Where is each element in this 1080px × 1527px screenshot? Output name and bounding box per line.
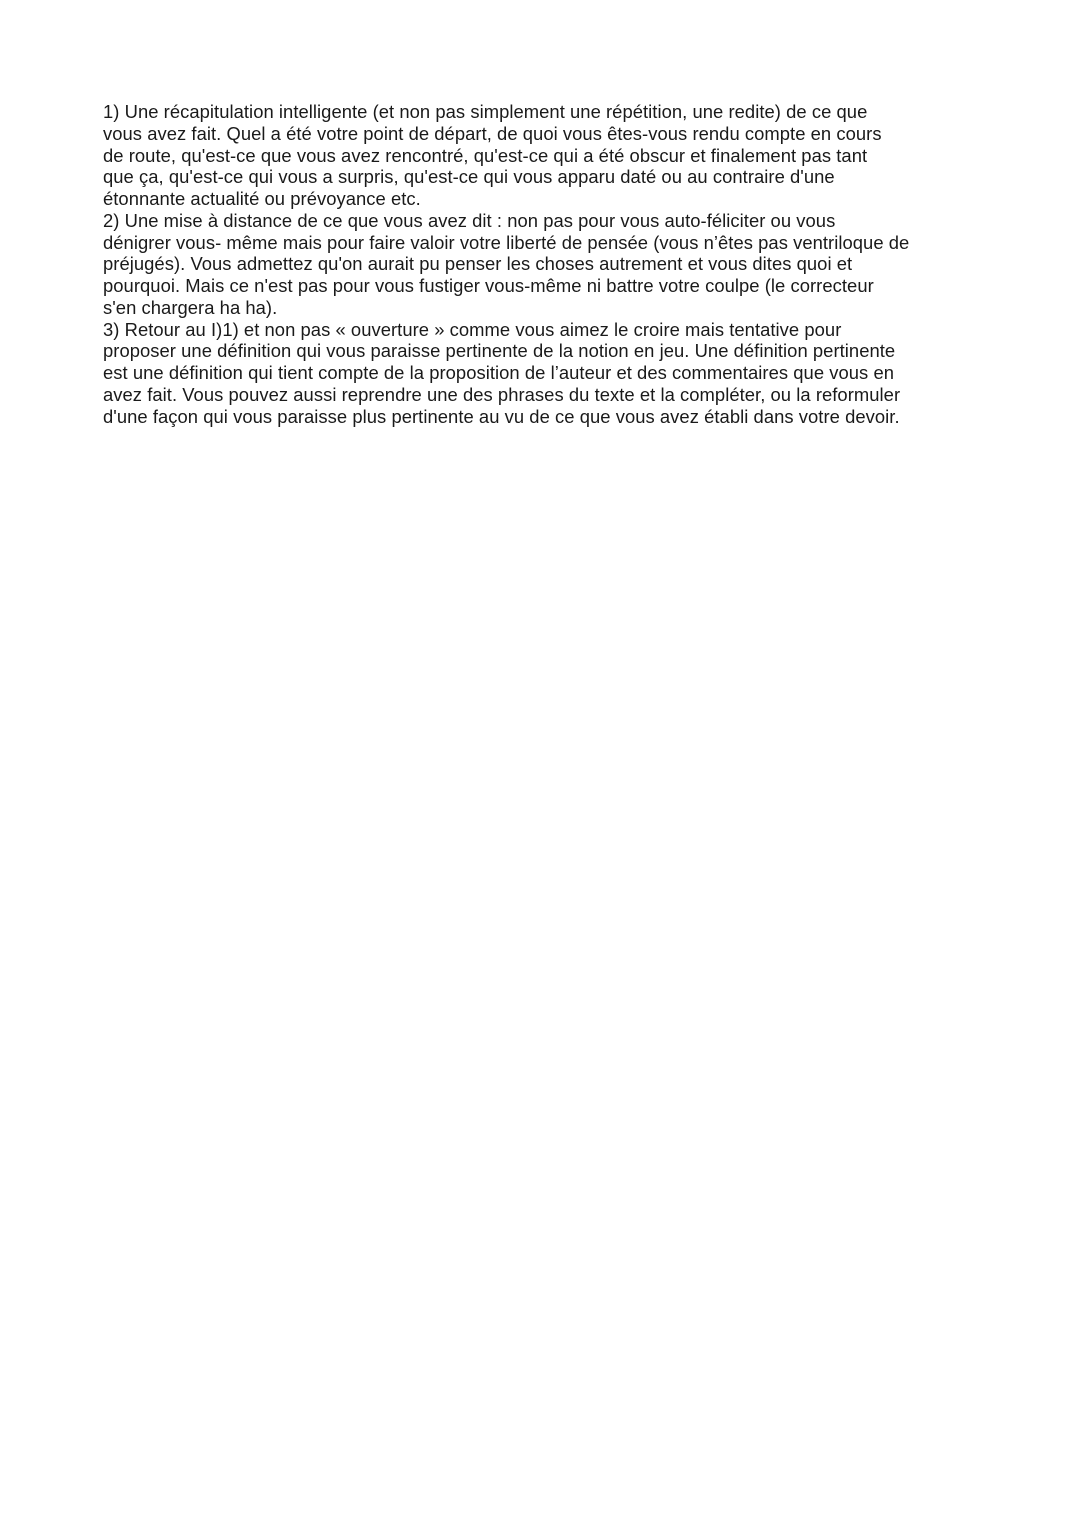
text-line: est une définition qui tient compte de la proposition de l’auteur et des commentaires que vous en [103,362,895,383]
text-line: dénigrer vous- même mais pour faire valoir votre liberté de pensée (vous n’êtes pas ventriloque de [103,231,910,253]
text-line: pourquoi. Mais ce n'est pas pour vous fustiger vous-même ni battre votre coulpe (le correcteur [103,275,874,296]
text-line: vous avez fait. Quel a été votre point de départ, de quoi vous êtes-vous rendu compte en cours [103,122,882,144]
paragraph-2 [103,210,1003,319]
text-line: 3) Retour au I)1) et non pas « ouverture » comme vous aimez le croire mais tentative pour [103,318,842,340]
text-line: de route, qu'est-ce que vous avez rencontré, qu'est-ce qui a été obscur et finalement pas tant [103,144,868,166]
text-line: s'en chargera ha ha). [103,296,278,318]
paragraph-3 [103,319,1003,428]
text-line: avez fait. Vous pouvez aussi reprendre une des phrases du texte et la compléter, ou la reformuler [103,383,901,405]
text-line: que ça, qu'est-ce qui vous a surpris, qu'est-ce qui vous apparu daté ou au contraire d'une [103,166,835,188]
text-line: préjugés). Vous admettez qu'on aurait pu penser les choses autrement et vous dites quoi et [103,253,853,275]
text-line: d'une façon qui vous paraisse plus pertinente au vu de ce que vous avez établi dans votre devoir. [103,405,900,427]
text-line: étonnante actualité ou prévoyance etc. [103,188,421,209]
paragraph-1 [103,101,1003,210]
text-line: 2) Une mise à distance de ce que vous avez dit : non pas pour vous auto-féliciter ou vous [103,209,836,231]
document-text-block [103,101,1003,427]
text-line: proposer une définition qui vous paraisse pertinente de la notion en jeu. Une définition pertinente [103,340,896,362]
text-line: 1) Une récapitulation intelligente (et non pas simplement une répétition, une redite) de ce que [103,101,868,122]
